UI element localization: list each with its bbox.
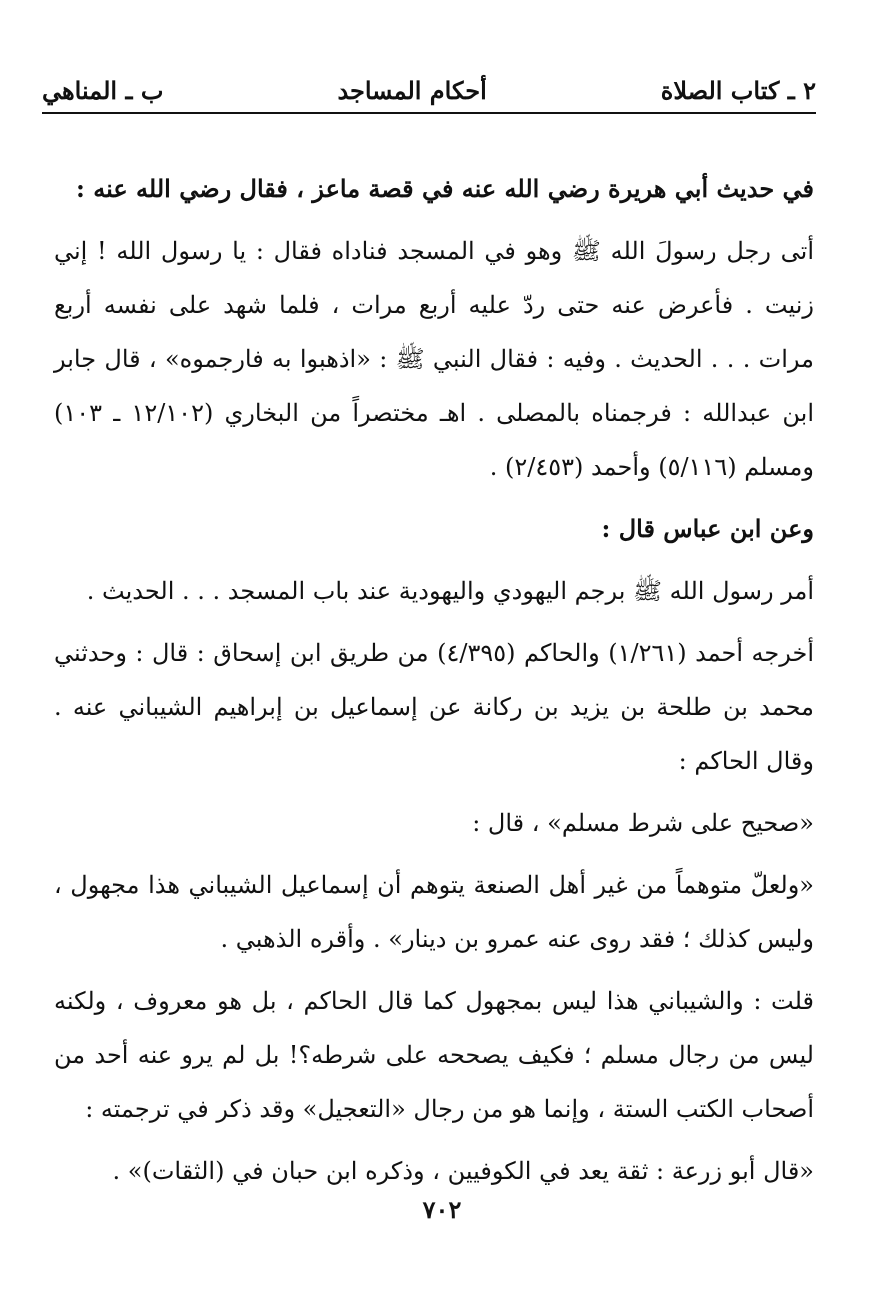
header-divider <box>42 112 816 114</box>
paragraph: «صحيح على شرط مسلم» ، قال : <box>472 809 814 837</box>
paragraph: أتى رجل رسولَ الله ﷺ وهو في المسجد فناداه فقال : يا رسول الله ! إني زنيت . فأعرض عنه حتى ردّ عليه أربع مرات ، فلما شهد على نفسه أربع مرات . . . الحديث . وفيه : فقال النبي ﷺ : «اذهبوا به فارجموه» ، قال جابر ابن عبدالله : فرجمناه بالمصلى . اهـ مختصراً من البخاري (١٢/١٠٢ ـ ١٠٣) ومسلم (٥/١١٦) وأحمد (٢/٤٥٣) . <box>54 237 814 481</box>
paragraph: «قال أبو زرعة : ثقة يعد في الكوفيين ، وذكره ابن حبان في (الثقات)» . <box>112 1157 814 1185</box>
paragraph: في حديث أبي هريرة رضي الله عنه في قصة ماعز ، فقال رضي الله عنه : <box>76 174 814 203</box>
paragraph: قلت : والشيباني هذا ليس بمجهول كما قال الحاكم ، بل هو معروف ، ولكنه ليس من رجال مسلم ؛ فكيف يصححه على شرطه؟! بل لم يرو عنه أحد من أصحاب الكتب الستة ، وإنما هو من رجال «التعجيل» وقد ذكر في ترجمته : <box>54 987 814 1123</box>
body-text <box>54 162 814 1206</box>
running-header <box>42 70 816 110</box>
paragraph: «ولعلّ متوهماً من غير أهل الصنعة يتوهم أن إسماعيل الشيباني هذا مجهول ، وليس كذلك ؛ فقد روى عنه عمرو بن دينار» . وأقره الذهبي . <box>54 871 814 953</box>
page-number: ٧٠٢ <box>422 1195 462 1224</box>
paragraph: أمر رسول الله ﷺ برجم اليهودي واليهودية عند باب المسجد . . . الحديث . <box>86 577 814 605</box>
paragraph: أخرجه أحمد (١/٢٦١) والحاكم (٤/٣٩٥) من طريق ابن إسحاق : قال : وحدثني محمد بن طلحة بن يزيد بن ركانة عن إسماعيل بن إبراهيم الشيباني عنه . وقال الحاكم : <box>54 639 815 775</box>
header-chapter: ٢ ـ كتاب الصلاة <box>660 75 816 105</box>
header-subsection: ب ـ المناهي <box>42 75 164 105</box>
paragraph: وعن ابن عباس قال : <box>601 514 814 543</box>
header-section-title: أحكام المساجد <box>337 75 487 105</box>
